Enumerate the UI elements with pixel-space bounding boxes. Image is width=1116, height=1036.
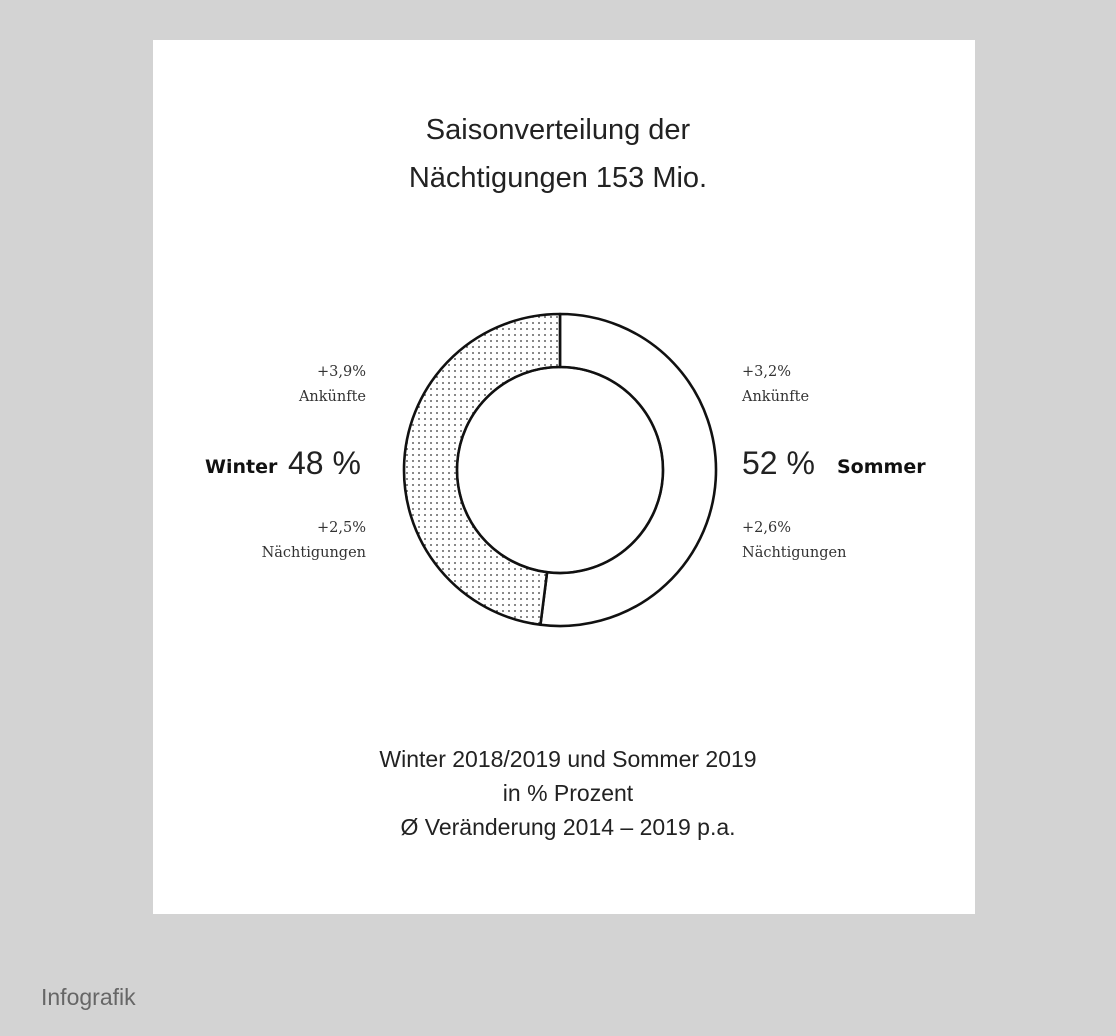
summer-arrivals-value: +3,2% — [742, 364, 791, 380]
donut-chart — [380, 290, 740, 650]
donut-inner-outline — [457, 367, 663, 573]
summer-nights-value: +2,6% — [742, 520, 791, 536]
chart-title-line-1: Saisonverteilung der — [425, 114, 691, 146]
donut-slice-sommer — [540, 314, 716, 626]
winter-percent: 48 % — [288, 445, 361, 481]
chart-subtitle-line-2: in % Prozent — [502, 780, 634, 806]
winter-nights-value: +2,5% — [317, 520, 366, 536]
summer-nights-label: Nächtigungen — [742, 545, 847, 561]
summer-arrivals-change — [742, 360, 809, 410]
chart-title-line-2: Nächtigungen 153 Mio. — [408, 162, 708, 194]
winter-arrivals-value: +3,9% — [317, 364, 366, 380]
winter-nights-label: Nächtigungen — [261, 545, 366, 561]
chart-title — [0, 106, 1116, 202]
winter-nights-change — [262, 516, 366, 566]
infografik-caption: Infografik — [41, 984, 136, 1010]
summer-nights-change — [742, 516, 846, 566]
winter-arrivals-change — [299, 360, 366, 410]
chart-subtitle-line-3: Ø Veränderung 2014 – 2019 p.a. — [400, 814, 736, 840]
summer-arrivals-label: Ankünfte — [742, 389, 810, 405]
donut-slice-winter — [404, 314, 560, 625]
summer-label: Sommer — [837, 456, 926, 478]
chart-subtitle — [0, 742, 1116, 844]
chart-subtitle-line-1: Winter 2018/2019 und Sommer 2019 — [379, 746, 757, 772]
winter-arrivals-label: Ankünfte — [298, 389, 366, 405]
winter-label: Winter — [205, 456, 278, 478]
summer-percent: 52 % — [742, 445, 815, 481]
